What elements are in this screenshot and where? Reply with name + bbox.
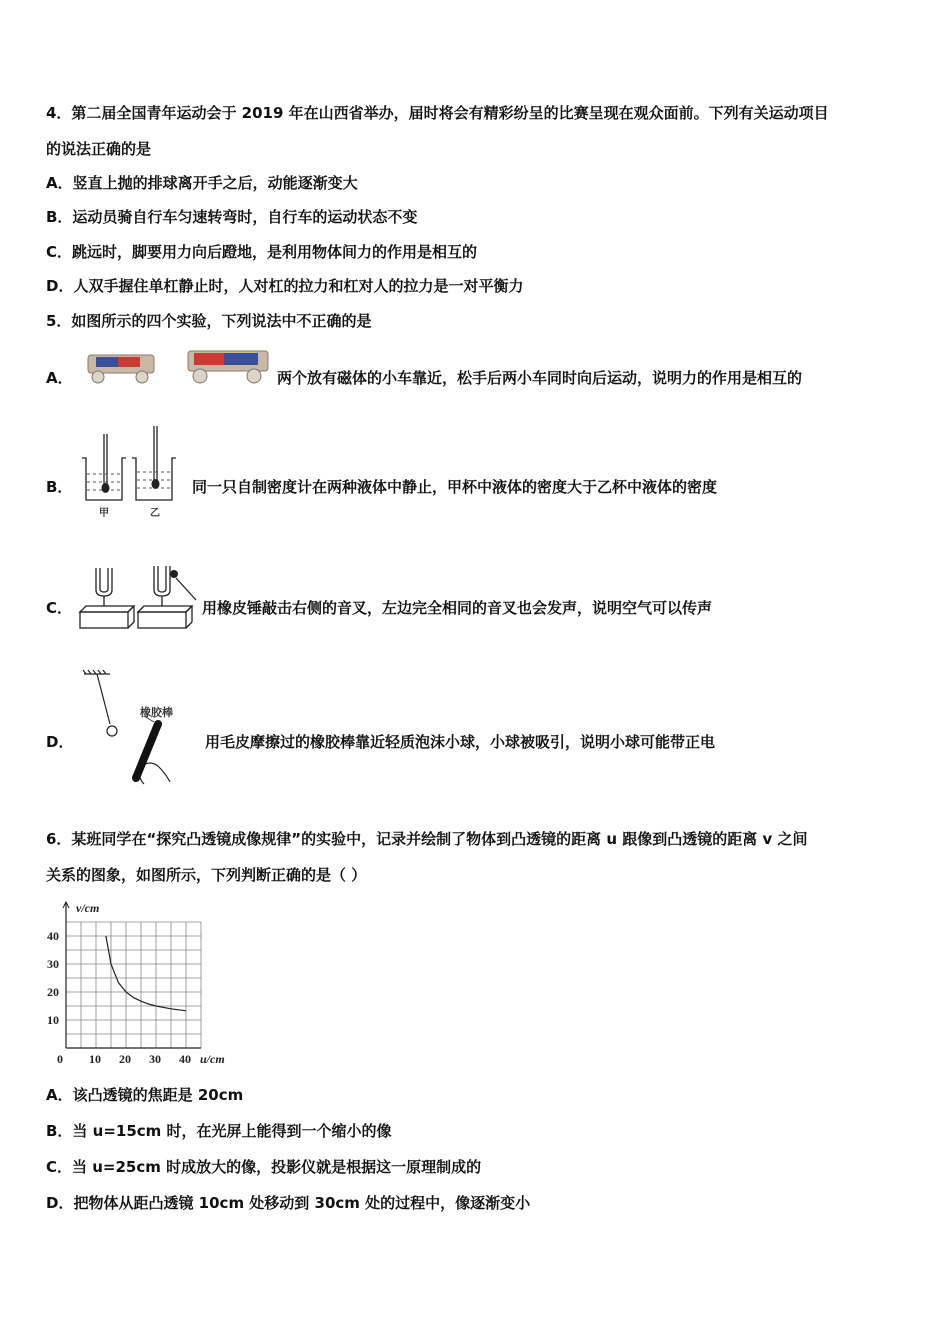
- y-tick-label: 30: [47, 957, 59, 971]
- q6-stem-line1: 6．某班同学在“探究凸透镜成像规律”的实验中，记录并绘制了物体到凸透镜的距离 u 跟像到凸透镜的距离 v 之间: [46, 830, 808, 848]
- q6-option-b: B．当 u=15cm 时，在光屏上能得到一个缩小的像: [46, 1122, 392, 1140]
- q5-option-d-label: D．: [46, 733, 74, 751]
- x-axis-label: u/cm: [200, 1052, 225, 1066]
- q6-option-c: C．当 u=25cm 时成放大的像，投影仪就是根据这一原理制成的: [46, 1158, 482, 1176]
- q5-option-d-text: 用毛皮摩擦过的橡胶棒靠近轻质泡沫小球，小球被吸引，说明小球可能带正电: [205, 733, 716, 751]
- x-tick-label: 40: [179, 1052, 191, 1066]
- y-axis-label: v/cm: [76, 901, 100, 915]
- q5-option-a-label: A．: [46, 369, 73, 387]
- q4-option-a: A．竖直上抛的排球离开手之后，动能逐渐变大: [46, 174, 358, 192]
- chart-axes: [63, 902, 201, 1048]
- rubber-rod-label: 橡胶棒: [140, 707, 173, 719]
- rubber-rod: [136, 724, 158, 778]
- q4-option-b: B．运动员骑自行车匀速转弯时，自行车的运动状态不变: [46, 208, 418, 226]
- beaker-label-jia: 甲: [99, 508, 109, 519]
- x-tick-label: 30: [149, 1052, 161, 1066]
- q6-option-a: A．该凸透镜的焦距是 20cm: [46, 1086, 244, 1104]
- hydrometer-figure: [78, 424, 190, 524]
- v-u-curve: [106, 936, 186, 1011]
- rubber-rod-figure: [80, 666, 190, 790]
- x-tick-label: 10: [89, 1052, 101, 1066]
- q5-option-b-label: B．: [46, 478, 73, 496]
- uv-chart: [40, 894, 240, 1070]
- tuning-fork-figure: [76, 560, 201, 634]
- q5-option-b-text: 同一只自制密度计在两种液体中静止，甲杯中液体的密度大于乙杯中液体的密度: [192, 478, 718, 496]
- q4-option-d: D．人双手握住单杠静止时，人对杠的拉力和杠对人的拉力是一对平衡力: [46, 277, 524, 295]
- q5-stem: 5．如图所示的四个实验，下列说法中不正确的是: [46, 312, 372, 330]
- y-tick-label: 10: [47, 1013, 59, 1027]
- y-tick-label: 20: [47, 985, 59, 999]
- q5-option-a-text: 两个放有磁体的小车靠近，松手后两小车同时向后运动，说明力的作用是相互的: [277, 369, 803, 387]
- beaker-label-yi: 乙: [150, 508, 160, 519]
- x-tick-label: 0: [57, 1052, 63, 1066]
- left-cart: [88, 355, 154, 383]
- y-tick-label: 40: [47, 929, 59, 943]
- right-cart: [188, 351, 268, 383]
- magnet-carts-figure: [82, 345, 274, 390]
- rubber-mallet-head: [170, 570, 178, 578]
- chart-ticks: [47, 929, 191, 1066]
- q5-option-c-label: C．: [46, 599, 73, 617]
- chart-grid: [66, 922, 201, 1048]
- q4-option-c: C．跳远时，脚要用力向后蹬地，是利用物体间力的作用是相互的: [46, 243, 478, 261]
- q6-stem-line2: 关系的图象，如图所示，下列判断正确的是（ ）: [46, 866, 367, 884]
- x-tick-label: 20: [119, 1052, 131, 1066]
- q6-option-d: D．把物体从距凸透镜 10cm 处移动到 30cm 处的过程中，像逐渐变小: [46, 1194, 531, 1212]
- q5-option-c-text: 用橡皮锤敲击右侧的音叉，左边完全相同的音叉也会发声，说明空气可以传声: [202, 599, 713, 617]
- q4-stem-line2: 的说法正确的是: [46, 140, 152, 158]
- q4-stem-line1: 4．第二届全国青年运动会于 2019 年在山西省举办，届时将会有精彩纷呈的比赛呈现在观众面前。下列有关运动项目: [46, 104, 829, 122]
